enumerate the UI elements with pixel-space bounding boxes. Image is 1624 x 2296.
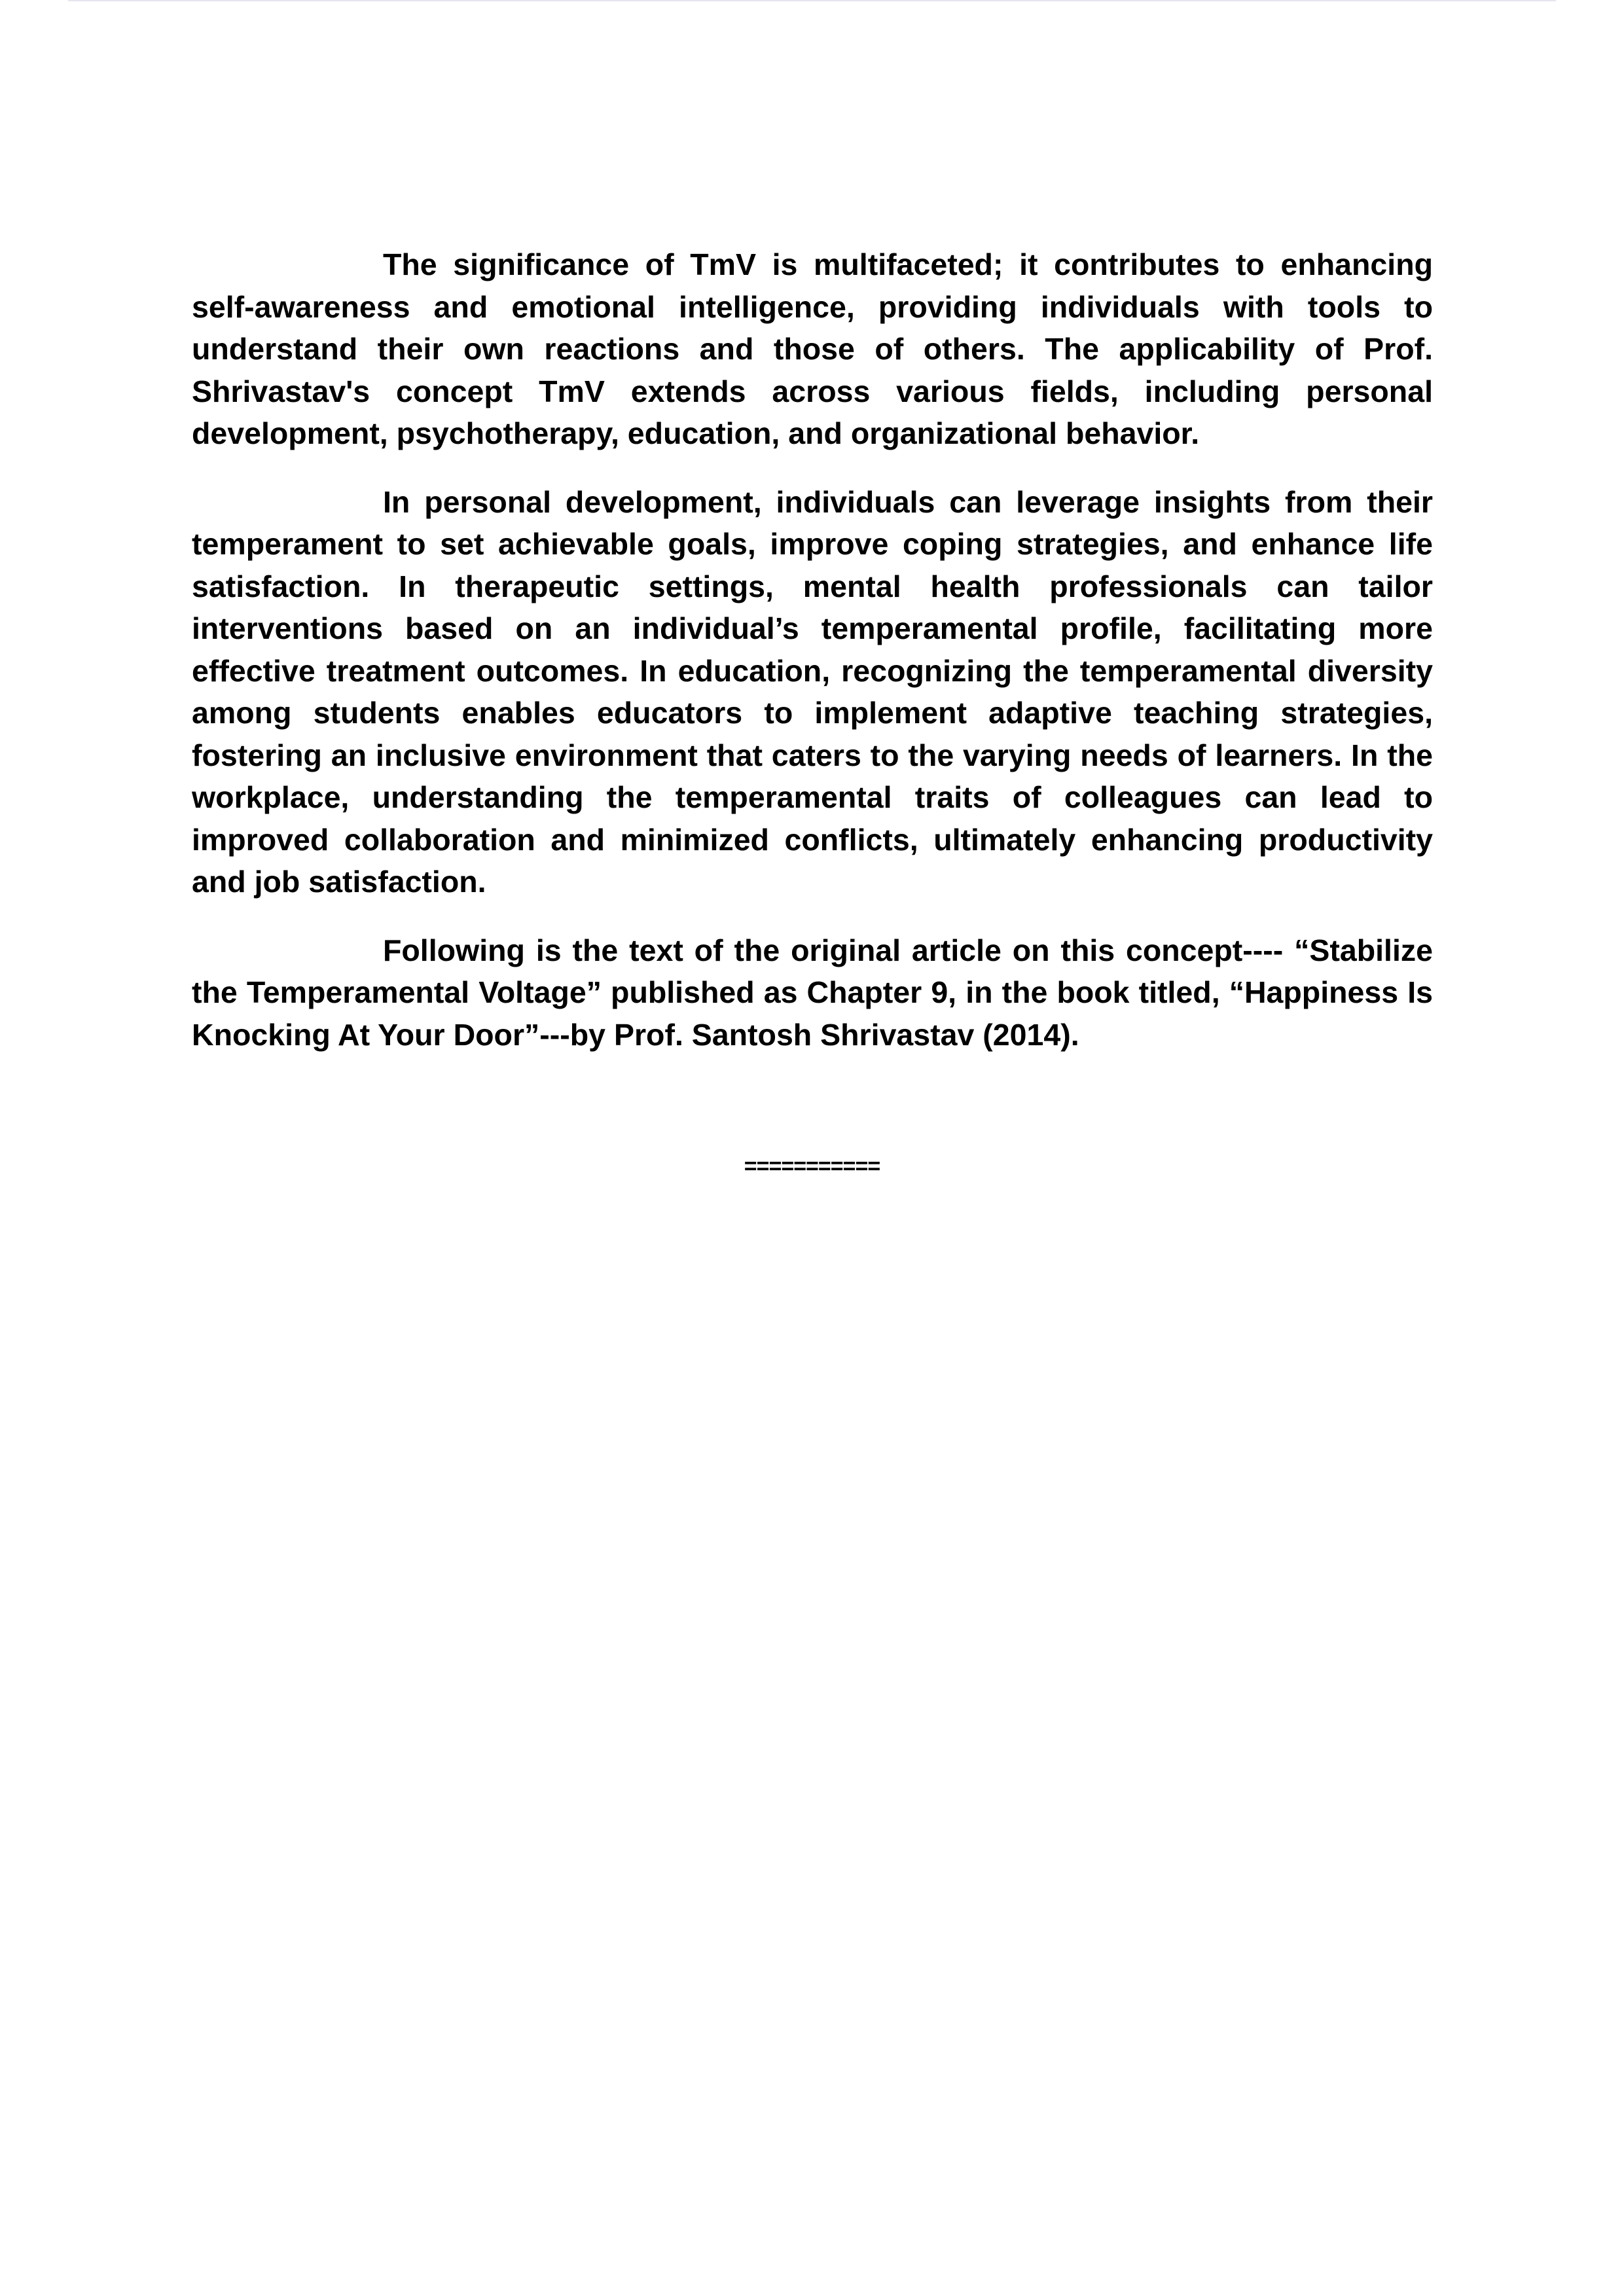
document-body bbox=[192, 243, 1433, 1082]
paragraph-original-article: Following is the text of the original article on this concept---- “Stabilize the Temperamental Voltage” published as Chapter 9, in the book titled, “Happiness Is Knocking At Your Door”---by Prof. Santosh Shrivastav (2014). bbox=[192, 933, 1433, 1052]
top-border-rule bbox=[68, 0, 1556, 1]
paragraph-applications: In personal development, individuals can leverage insights from their temperament to set achievable goals, improve coping strategies, and enhance life satisfaction. In therapeutic settings, mental health professionals can tailor interventions based on an individual’s temperamental profile, facilitating more effective treatment outcomes. In education, recognizing the temperamental diversity among students enables educators to implement adaptive teaching strategies, fostering an inclusive environment that caters to the varying needs of learners. In the workplace, understanding the temperamental traits of colleagues can lead to improved collaboration and minimized conflicts, ultimately enhancing productivity and job satisfaction. bbox=[192, 484, 1433, 899]
section-separator: =========== bbox=[744, 1154, 880, 1179]
paragraph-significance: The significance of TmV is multifaceted; it contributes to enhancing self-awareness and emotional intelligence, providing individuals with tools to understand their own reactions and those of others. The applicability of Prof. Shrivastav's concept TmV extends across various fields, including personal development, psychotherapy, education, and organizational behavior. bbox=[192, 247, 1433, 450]
